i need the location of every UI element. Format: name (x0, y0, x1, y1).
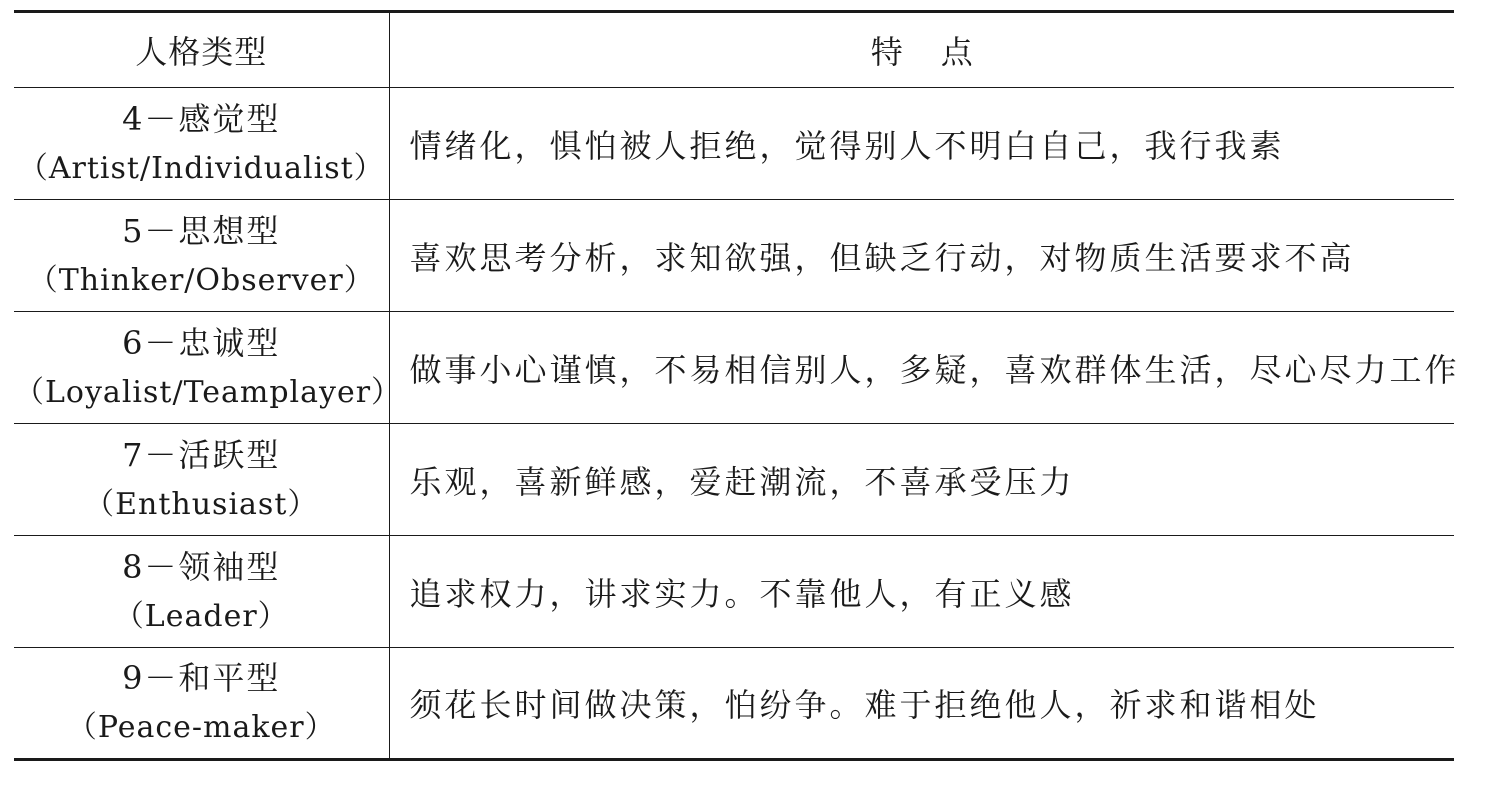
type-english-name: （Thinker/Observer） (27, 262, 375, 298)
type-english-name: （Peace-maker） (66, 710, 336, 745)
table-row (14, 424, 1454, 536)
type-english-name: （Enthusiast） (84, 486, 319, 522)
feature-cell: 乐观，喜新鲜感，爱赶潮流，不喜承受压力 (389, 424, 1454, 536)
table-header (14, 12, 1454, 88)
table-row (14, 88, 1454, 200)
feature-cell: 喜欢思考分析，求知欲强，但缺乏行动，对物质生活要求不高 (389, 200, 1454, 312)
type-cell (14, 312, 403, 424)
type-cell (14, 200, 389, 312)
type-english-name: （Artist/Individualist） (17, 150, 385, 186)
type-name: 4－感觉型 (122, 99, 281, 138)
type-english-name: （Loyalist/Teamplayer） (14, 374, 403, 410)
feature-cell: 做事小心谨慎，不易相信别人，多疑，喜欢群体生活，尽心尽力工作 (389, 312, 1454, 424)
type-cell (14, 424, 389, 536)
type-cell (14, 536, 389, 648)
type-cell (14, 88, 389, 200)
type-english-name: （Leader） (113, 598, 289, 634)
table-row (14, 312, 1454, 424)
header-features: 特点 (389, 12, 1454, 88)
feature-cell: 须花长时间做决策，怕纷争。难于拒绝他人，祈求和谐相处 (389, 648, 1454, 760)
table-row (14, 648, 1454, 760)
type-name: 8－领袖型 (122, 547, 281, 586)
personality-types-table (14, 10, 1460, 761)
feature-cell: 情绪化，惧怕被人拒绝，觉得别人不明白自己，我行我素 (389, 88, 1454, 200)
type-name: 7－活跃型 (122, 435, 281, 474)
type-name: 9－和平型 (122, 659, 281, 697)
table-row (14, 536, 1454, 648)
type-name: 6－忠诚型 (122, 323, 281, 362)
feature-cell: 追求权力，讲求实力。不靠他人，有正义感 (389, 536, 1454, 648)
header-row (14, 12, 1454, 88)
table-row (14, 200, 1454, 312)
type-name: 5－思想型 (122, 211, 281, 250)
personality-table-container (14, 10, 1460, 761)
header-personality-type: 人格类型 (14, 12, 389, 88)
type-cell (14, 648, 389, 760)
table-body (14, 88, 1460, 760)
